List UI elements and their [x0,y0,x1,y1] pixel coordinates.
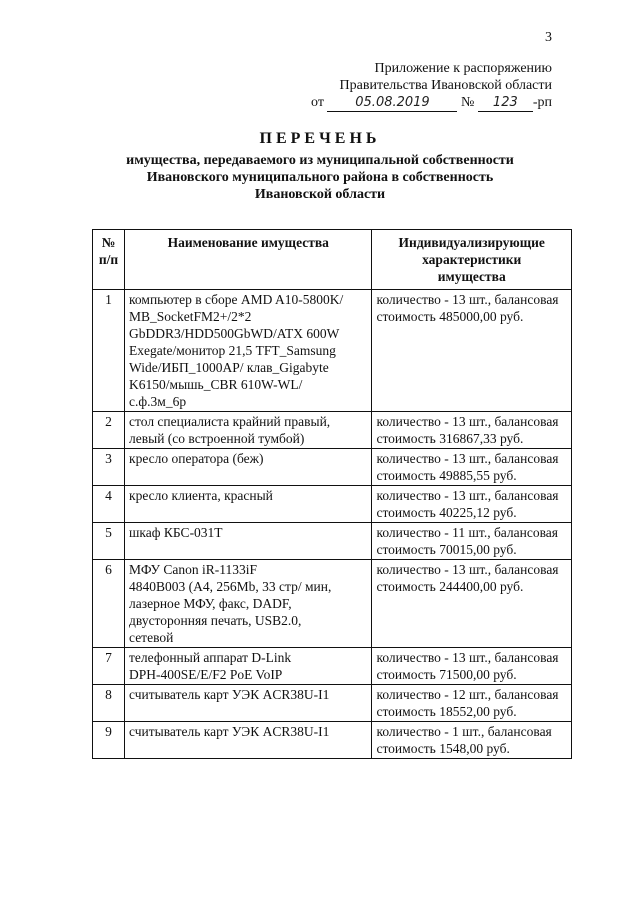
row-number: 4 [93,486,125,523]
approval-line-1: Приложение к распоряжению [374,61,552,76]
row-number: 7 [93,648,125,685]
heading-line-3: Ивановской области [254,187,386,202]
row-name: кресло клиента, красный [125,486,372,523]
row-name: стол специалиста крайний правый, левый (со встроенной тумбой) [125,412,372,449]
heading-line-2: Ивановского муниципального района в собственность [146,170,494,185]
approval-number: 123 [478,94,533,112]
heading-line-1: имущества, передаваемого из муниципальной собственности [126,153,514,168]
header-characteristics: Индивидуализирующие характеристики имущества [372,230,572,290]
row-number: 3 [93,449,125,486]
row-number: 1 [93,290,125,412]
table-row [93,486,572,523]
table-row [93,449,572,486]
row-number: 9 [93,722,125,759]
row-name: считыватель карт УЭК ACR38U-I1 [125,722,372,759]
row-name: телефонный аппарат D-Link DPH-400SE/E/F2 PoE VoIP [125,648,372,685]
table-row [93,648,572,685]
row-number: 5 [93,523,125,560]
approval-suffix: -рп [532,95,552,110]
row-characteristics: количество - 13 шт., балансовая стоимость 485000,00 руб. [372,290,572,412]
row-characteristics: количество - 11 шт., балансовая стоимость 70015,00 руб. [372,523,572,560]
table-row [93,523,572,560]
row-characteristics: количество - 13 шт., балансовая стоимость 244400,00 руб. [372,560,572,648]
page-number: 3 [545,30,552,45]
row-characteristics: количество - 1 шт., балансовая стоимость 1548,00 руб. [372,722,572,759]
table-row [93,685,572,722]
row-number: 6 [93,560,125,648]
table-row [93,722,572,759]
row-number: 8 [93,685,125,722]
row-name: кресло оператора (беж) [125,449,372,486]
document-title: ПЕРЕЧЕНЬ [259,130,381,147]
header-number: № п/п [93,230,125,290]
row-characteristics: количество - 12 шт., балансовая стоимость 18552,00 руб. [372,685,572,722]
row-name: компьютер в сборе AMD A10-5800K/ MB_SocketFM2+/2*2 GbDDR3/HDD500GbWD/ATX 600W Exegate/монитор 21,5 TFT_Samsung Wide/ИБП_1000AP/ клав_Gigabyte K6150/мышь_CBR 610W-WL/ с.ф.3м_6р [125,290,372,412]
table-row [93,290,572,412]
approval-line-3 [311,94,552,112]
approval-date: 05.08.2019 [327,94,457,112]
row-name: шкаф КБС-031Т [125,523,372,560]
approval-block [311,60,552,112]
table-header-row [93,230,572,290]
row-number: 2 [93,412,125,449]
approval-number-label: № [460,95,475,110]
row-name: считыватель карт УЭК ACR38U-I1 [125,685,372,722]
property-table [92,229,572,759]
document-heading [0,130,640,203]
row-characteristics: количество - 13 шт., балансовая стоимость 40225,12 руб. [372,486,572,523]
row-characteristics: количество - 13 шт., балансовая стоимость 49885,55 руб. [372,449,572,486]
approval-prefix: от [311,95,324,110]
table-row [93,412,572,449]
row-characteristics: количество - 13 шт., балансовая стоимость 316867,33 руб. [372,412,572,449]
row-characteristics: количество - 13 шт., балансовая стоимость 71500,00 руб. [372,648,572,685]
table-row [93,560,572,648]
header-name: Наименование имущества [125,230,372,290]
row-name: МФУ Canon iR-1133iF 4840B003 (A4, 256Mb, 33 стр/ мин, лазерное МФУ, факс, DADF, двусторонняя печать, USB2.0, сетевой [125,560,372,648]
approval-line-2: Правительства Ивановской области [339,78,552,93]
